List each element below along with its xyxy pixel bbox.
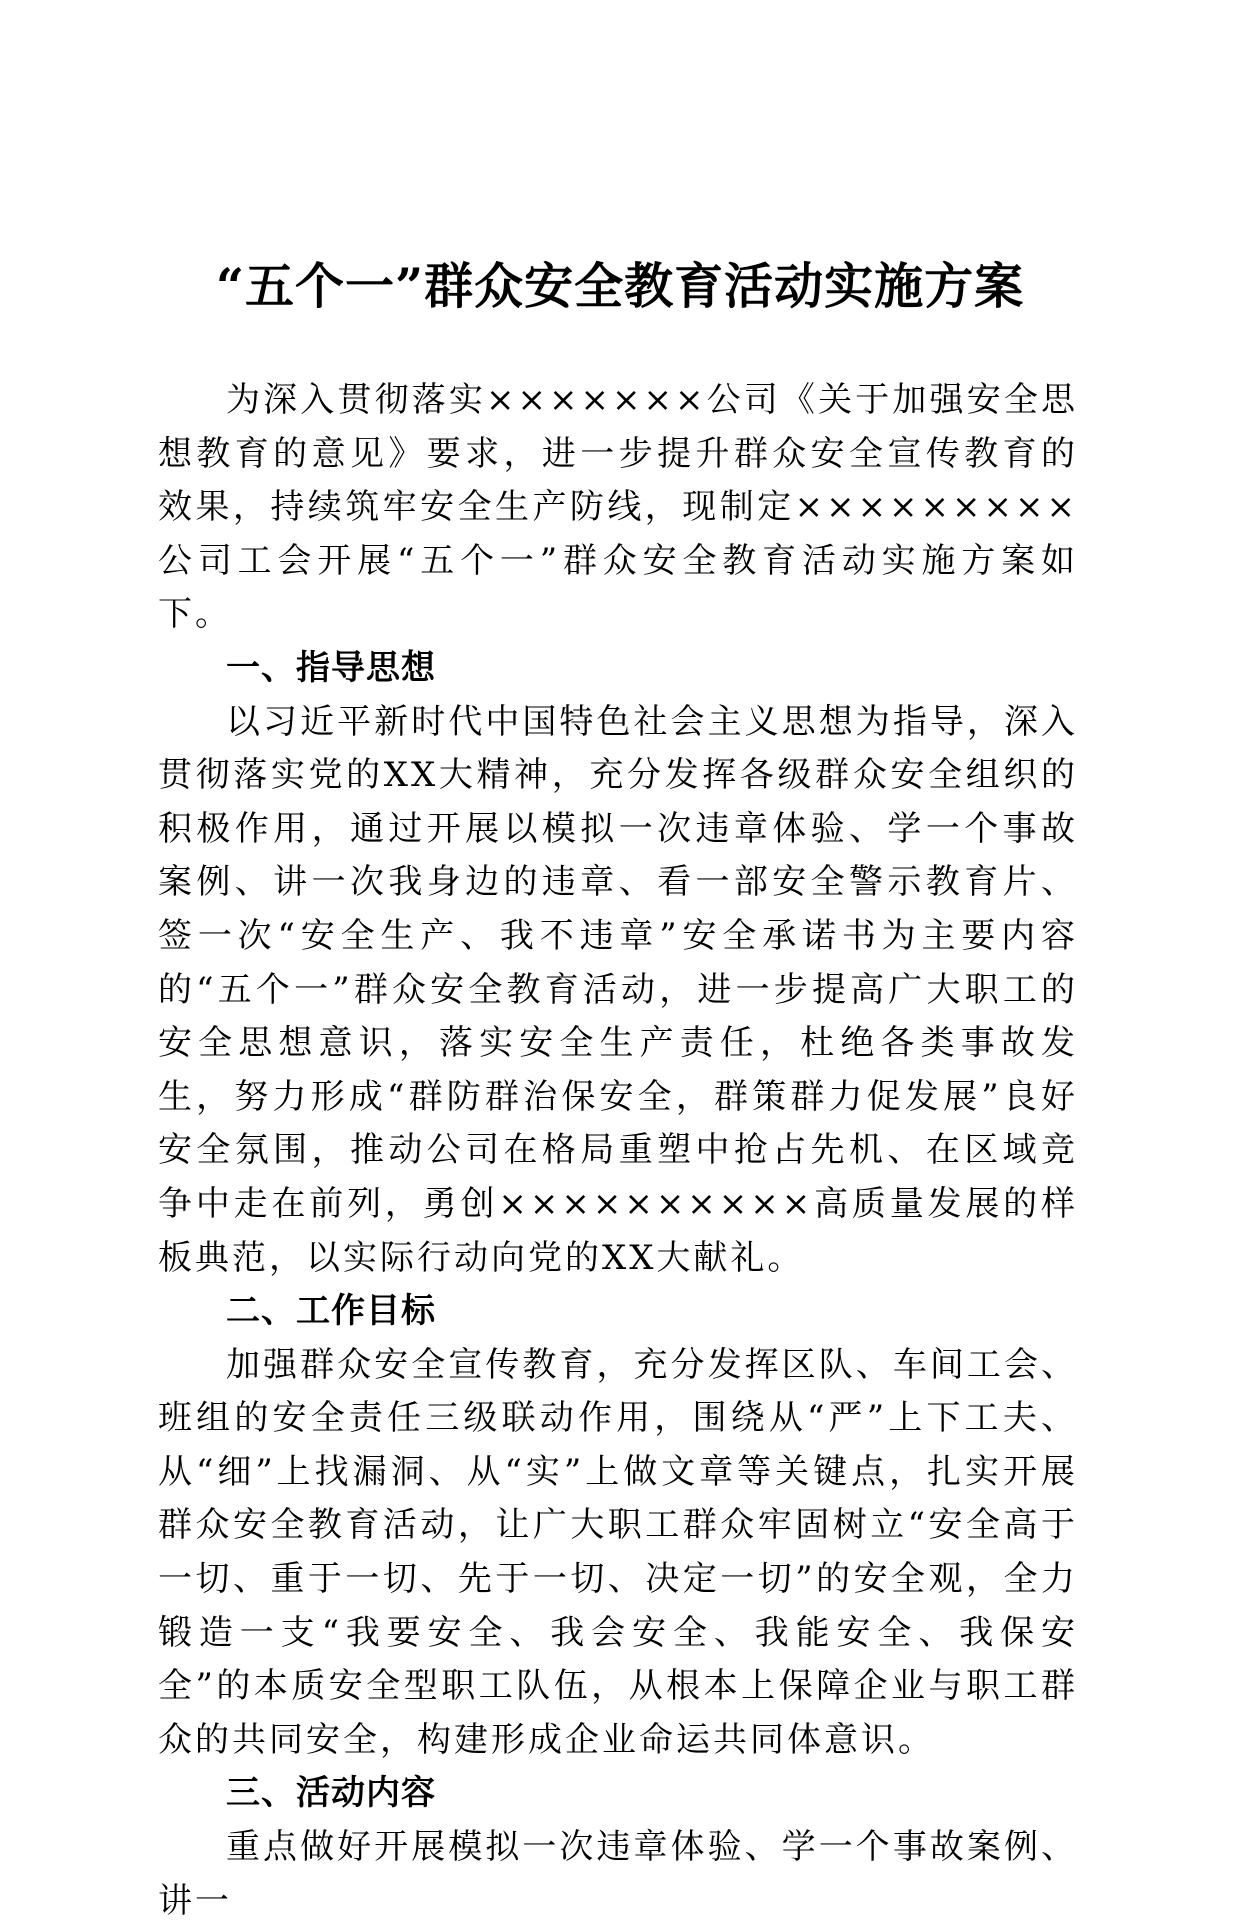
section-heading-guiding-ideology: 一、指导思想 bbox=[226, 647, 436, 688]
work-goals-paragraph: 加强群众安全宣传教育，充分发挥区队、车间工会、班组的安全责任三级联动作用，围绕从“严”上下工夫、从“细”上找漏洞、从“实”上做文章等关键点，扎实开展群众安全教育活动，让广大职工群众牢固树立“安全高于一切、重于一切、先于一切、决定一切”的安全观，全力锻造一支“我要安全、我会安全、我能安全、我保安全”的本质安全型职工队伍，从根本上保障企业与职工群众的共同安全，构建形成企业命运共同体意识。 bbox=[158, 1344, 1078, 1760]
section-heading-activity-content: 三、活动内容 bbox=[226, 1773, 436, 1814]
guiding-ideology-paragraph: 以习近平新时代中国特色社会主义思想为指导，深入贯彻落实党的XX大精神，充分发挥各级群众安全组织的积极作用，通过开展以模拟一次违章体验、学一个事故案例、讲一次我身边的违章、看一部安全警示教育片、签一次“安全生产、我不违章”安全承诺书为主要内容的“五个一”群众安全教育活动，进一步提高广大职工的安全思想意识，落实安全生产责任，杜绝各类事故发生，努力形成“群防群治保安全，群策群力促发展”良好安全氛围，推动公司在格局重塑中抢占先机、在区域竞争中走在前列，勇创××××××××××高质量发展的样板典范，以实际行动向党的XX大献礼。 bbox=[158, 701, 1078, 1278]
document-title: “五个一”群众安全教育活动实施方案 bbox=[215, 257, 1025, 315]
section-heading-work-goals: 二、工作目标 bbox=[226, 1291, 436, 1332]
document-body bbox=[158, 374, 1078, 1928]
intro-paragraph: 为深入贯彻落实×××××××公司《关于加强安全思想教育的意见》要求，进一步提升群众安全宣传教育的效果，持续筑牢安全生产防线，现制定×××××××××公司工会开展“五个一”群众安全教育活动实施方案如下。 bbox=[158, 380, 1078, 635]
activity-content-paragraph: 重点做好开展模拟一次违章体验、学一个事故案例、讲一 bbox=[158, 1827, 1078, 1921]
